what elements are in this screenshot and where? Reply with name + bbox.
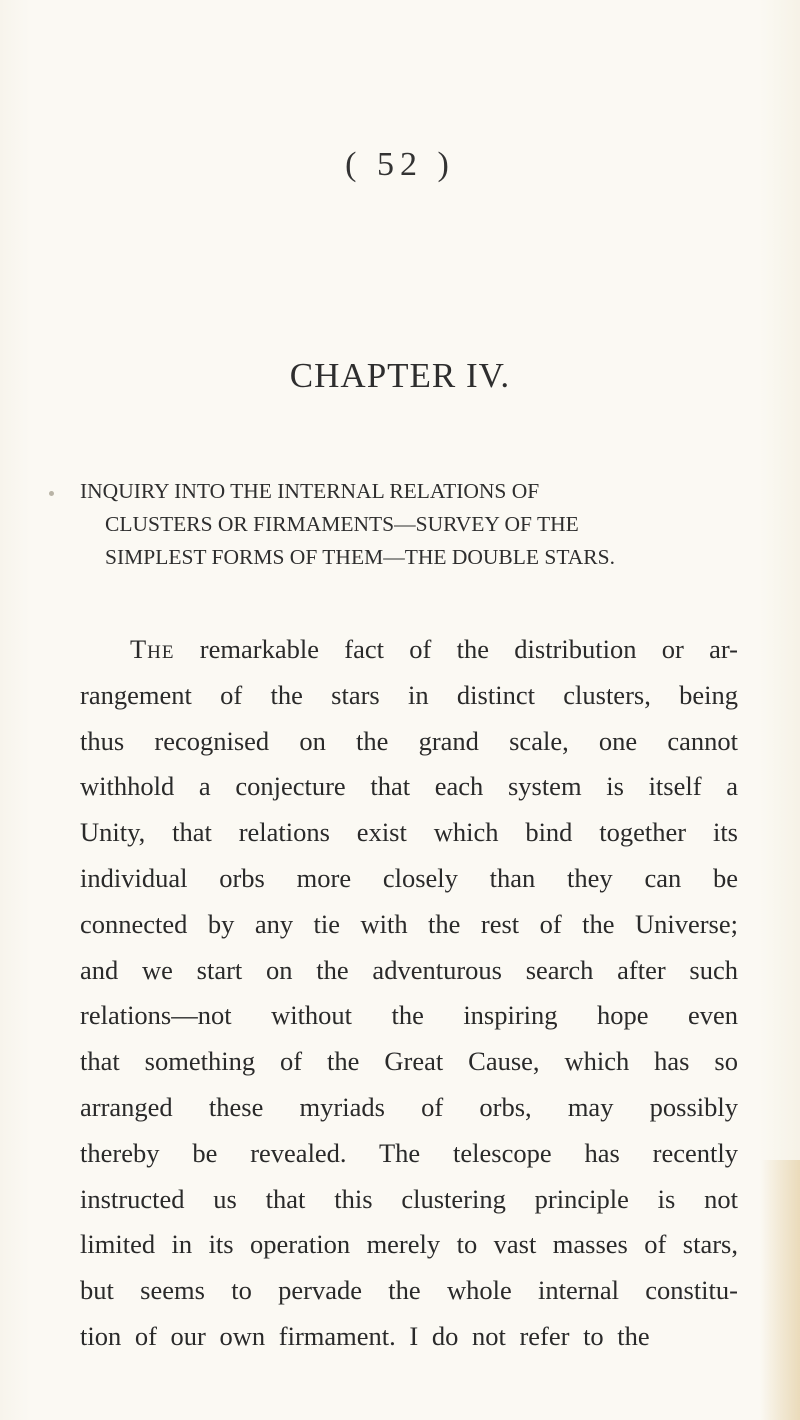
subtitle-line: INQUIRY INTO THE INTERNAL RELATIONS OF xyxy=(80,479,540,503)
body-line: individual orbs more closely than they can be xyxy=(80,862,738,893)
body-line xyxy=(80,627,738,673)
body-line: thereby be revealed. The telescope has recently xyxy=(80,1137,738,1168)
body-line: instructed us that this clustering principle is not xyxy=(80,1183,738,1214)
body-paragraph xyxy=(80,627,738,1360)
body-line: that something of the Great Cause, which has so xyxy=(80,1046,738,1077)
subtitle-line: SIMPLEST FORMS OF THEM—THE DOUBLE STARS. xyxy=(105,545,615,569)
body-line: tion of our own firmament. I do not refer to the xyxy=(80,1320,650,1351)
page-number: ( 52 ) xyxy=(345,146,455,183)
body-line: rangement of the stars in distinct clusters, being xyxy=(80,679,738,710)
subtitle-line: CLUSTERS OR FIRMAMENTS—SURVEY OF THE xyxy=(105,512,579,536)
body-line: limited in its operation merely to vast masses of stars, xyxy=(80,1229,738,1260)
body-line: Unity, that relations exist which bind together its xyxy=(80,817,738,848)
body-line: arranged these myriads of orbs, may possibly xyxy=(80,1091,738,1122)
body-line-text: remarkable fact of the distribution or ar- xyxy=(174,634,738,664)
page-edge-stain xyxy=(760,1160,800,1420)
body-line: and we start on the adventurous search after such xyxy=(80,954,738,985)
chapter-title: CHAPTER IV. xyxy=(289,356,511,395)
body-line: connected by any tie with the rest of the Universe; xyxy=(80,908,738,939)
chapter-subtitle xyxy=(80,475,740,574)
margin-mark xyxy=(49,491,54,496)
opening-word: The xyxy=(130,634,175,664)
body-line: thus recognised on the grand scale, one cannot xyxy=(80,725,738,756)
body-line: relations—not without the inspiring hope even xyxy=(80,1000,738,1031)
body-line: but seems to pervade the whole internal constitu- xyxy=(80,1275,738,1306)
body-line: withhold a conjecture that each system is itself a xyxy=(80,771,738,802)
